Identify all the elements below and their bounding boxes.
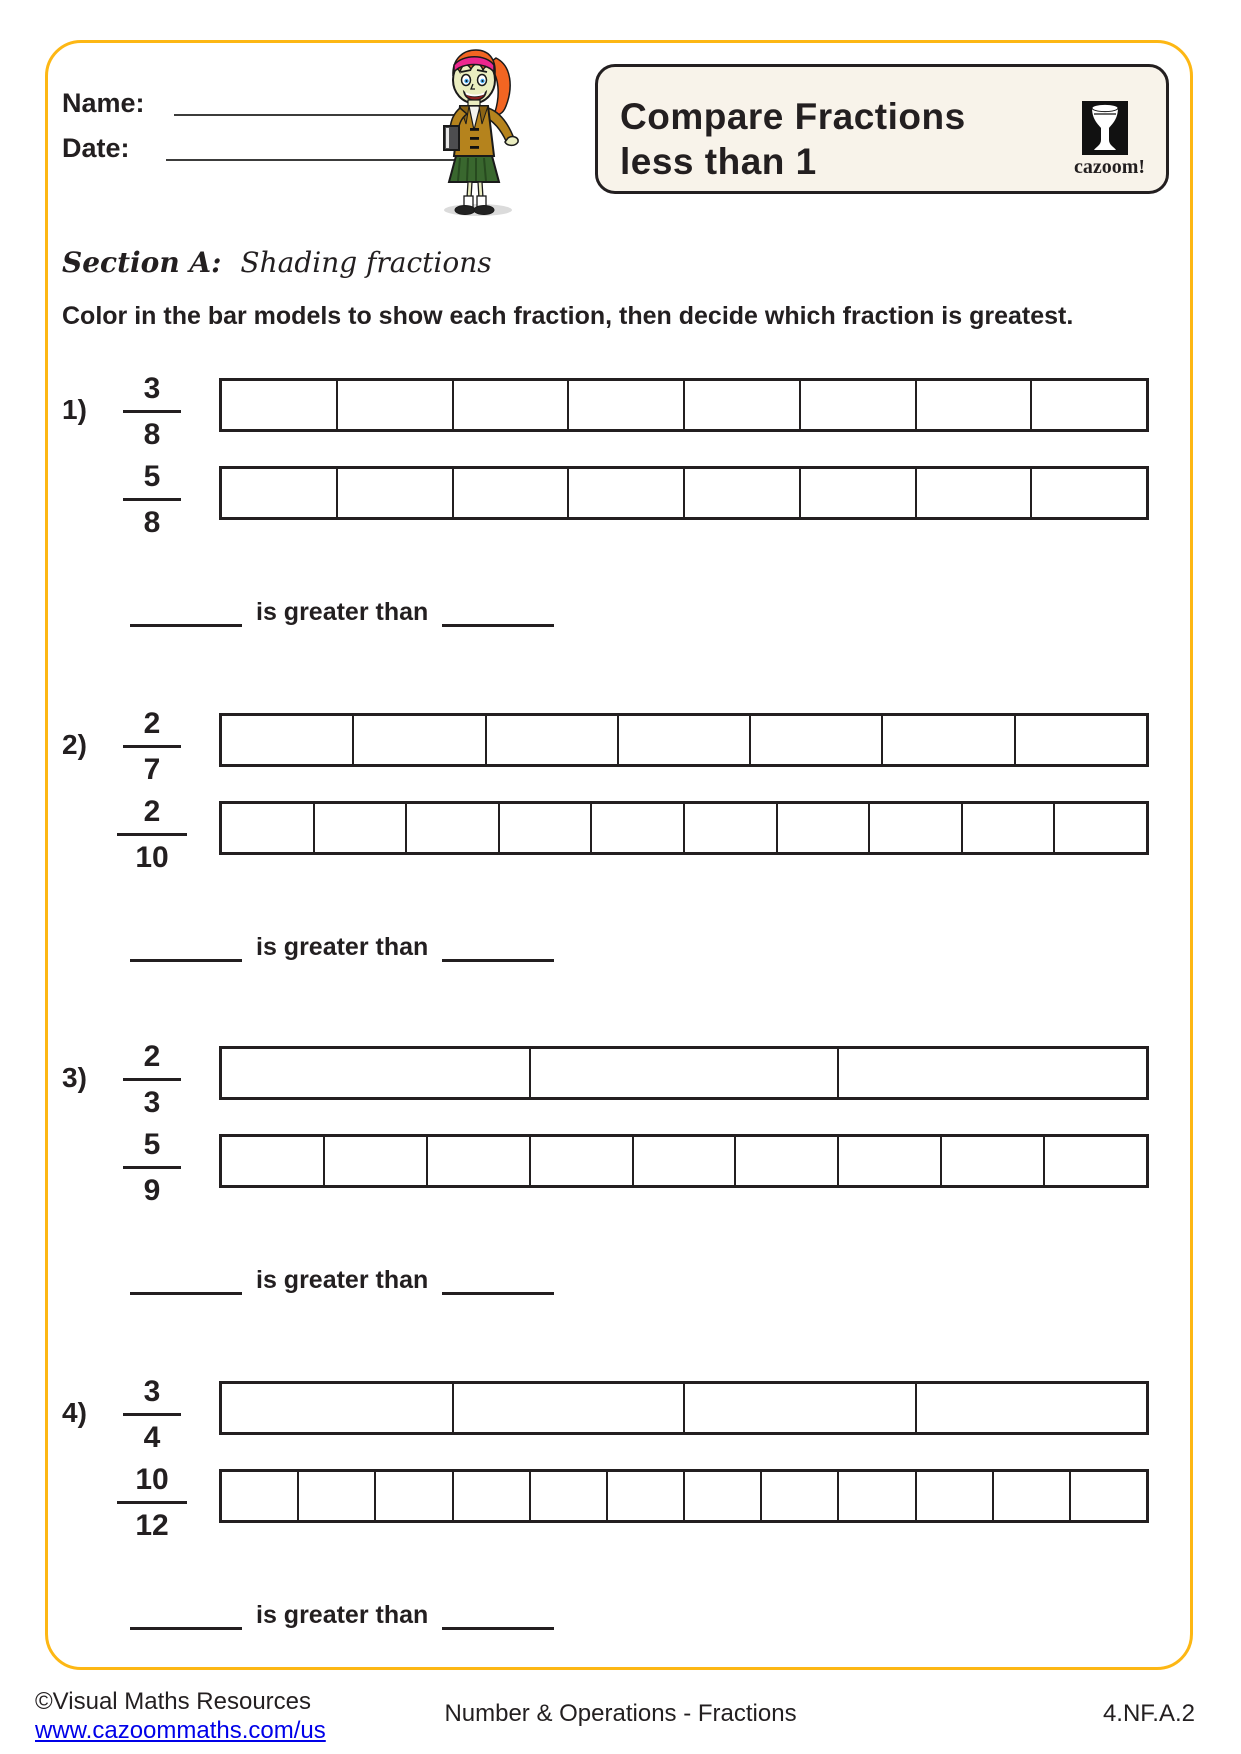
bar-cell[interactable]: [683, 804, 776, 852]
bar-cell[interactable]: [1069, 1472, 1146, 1520]
comparison-text: is greater than: [256, 1601, 429, 1629]
fraction-denominator: 10: [135, 841, 169, 874]
bar-cell[interactable]: [222, 1137, 323, 1185]
fraction-denominator: 4: [143, 1421, 161, 1454]
comparison-blank-left[interactable]: [130, 1264, 242, 1295]
problem-number: 2): [62, 729, 87, 760]
bar-cell[interactable]: [313, 804, 406, 852]
comparison-statement: [130, 1599, 554, 1630]
problem-3: [0, 1040, 1241, 1366]
bar-cell[interactable]: [498, 804, 591, 852]
fraction-numerator: 2: [143, 707, 161, 740]
problem-number: 3): [62, 1062, 87, 1093]
bar-model: [219, 466, 1149, 520]
comparison-statement: [130, 1264, 554, 1295]
bar-cell[interactable]: [452, 1384, 684, 1432]
bar-cell[interactable]: [837, 1049, 1146, 1097]
bar-cell[interactable]: [617, 716, 749, 764]
bar-cell[interactable]: [776, 804, 869, 852]
comparison-blank-right[interactable]: [442, 596, 554, 627]
bar-model: [219, 1381, 1149, 1435]
bar-cell[interactable]: [734, 1137, 837, 1185]
bar-cell[interactable]: [940, 1137, 1043, 1185]
website-link[interactable]: www.cazoommaths.com/us: [35, 1717, 326, 1744]
bar-model: [219, 713, 1149, 767]
fraction-denominator: 9: [143, 1174, 161, 1207]
fraction: [110, 709, 194, 785]
title-box: [595, 64, 1169, 194]
comparison-blank-left[interactable]: [130, 1599, 242, 1630]
bar-model: [219, 1134, 1149, 1188]
bar-cell[interactable]: [352, 716, 484, 764]
bar-cell[interactable]: [837, 1472, 914, 1520]
comparison-text: is greater than: [256, 598, 429, 626]
bar-cell[interactable]: [485, 716, 617, 764]
bar-cell[interactable]: [323, 1137, 426, 1185]
cazoom-logo: [1074, 101, 1146, 179]
fraction-numerator: 10: [135, 1463, 169, 1496]
fraction-denominator: 7: [143, 753, 161, 786]
bar-cell[interactable]: [799, 381, 915, 429]
fraction-numerator: 3: [143, 372, 161, 405]
fraction-denominator: 8: [143, 506, 161, 539]
bar-model: [219, 801, 1149, 855]
comparison-statement: [130, 596, 554, 627]
section-title: Shading fractions: [240, 246, 492, 279]
bar-cell[interactable]: [222, 469, 336, 517]
bar-cell[interactable]: [1053, 804, 1146, 852]
fraction: [110, 1465, 194, 1541]
footer-topic-text: Number & Operations - Fractions: [444, 1700, 797, 1727]
comparison-text: is greater than: [256, 933, 429, 961]
fraction-numerator: 3: [143, 1375, 161, 1408]
fraction-numerator: 2: [143, 795, 161, 828]
comparison-blank-left[interactable]: [130, 596, 242, 627]
bar-cell[interactable]: [632, 1137, 735, 1185]
bar-cell[interactable]: [426, 1137, 529, 1185]
fraction-denominator: 8: [143, 418, 161, 451]
fraction-numerator: 5: [143, 1128, 161, 1161]
bar-cell[interactable]: [336, 381, 452, 429]
bar-cell[interactable]: [1030, 381, 1146, 429]
bar-cell[interactable]: [915, 1384, 1147, 1432]
comparison-blank-right[interactable]: [442, 1264, 554, 1295]
bar-cell[interactable]: [606, 1472, 683, 1520]
fraction: [110, 1377, 194, 1453]
bar-cell[interactable]: [529, 1049, 838, 1097]
problem-2: [0, 707, 1241, 1033]
bar-cell[interactable]: [452, 469, 568, 517]
bar-cell[interactable]: [336, 469, 452, 517]
drum-icon: [1082, 101, 1128, 155]
problem-4: [0, 1375, 1241, 1701]
bar-cell[interactable]: [529, 1472, 606, 1520]
bar-cell[interactable]: [915, 1472, 992, 1520]
bar-cell[interactable]: [222, 716, 352, 764]
bar-cell[interactable]: [1014, 716, 1146, 764]
logo-wordmark: cazoom!: [1074, 156, 1146, 178]
student-girl-illustration: [420, 42, 532, 218]
title-line-1: Compare Fractions: [620, 96, 966, 137]
fraction-numerator: 2: [143, 1040, 161, 1073]
bar-cell[interactable]: [567, 381, 683, 429]
name-label: Name:: [62, 88, 145, 118]
copyright-text: ©Visual Maths Resources: [35, 1688, 312, 1715]
bar-cell[interactable]: [590, 804, 683, 852]
bar-model: [219, 1046, 1149, 1100]
bar-cell[interactable]: [799, 469, 915, 517]
fraction: [110, 1042, 194, 1118]
bar-cell[interactable]: [837, 1137, 940, 1185]
bar-cell[interactable]: [405, 804, 498, 852]
fraction: [110, 1130, 194, 1206]
bar-cell[interactable]: [683, 381, 799, 429]
standard-code: 4.NF.A.2: [1102, 1700, 1195, 1727]
bar-cell[interactable]: [749, 716, 881, 764]
bar-cell[interactable]: [915, 469, 1031, 517]
bar-cell[interactable]: [915, 381, 1031, 429]
bar-cell[interactable]: [452, 381, 568, 429]
fraction-denominator: 3: [143, 1086, 161, 1119]
comparison-statement: [130, 931, 554, 962]
bar-cell[interactable]: [881, 716, 1013, 764]
bar-cell[interactable]: [683, 1384, 915, 1432]
bar-cell[interactable]: [222, 1049, 529, 1097]
title-line-2: less than 1: [620, 141, 817, 183]
fraction: [110, 462, 194, 538]
bar-cell[interactable]: [222, 1472, 297, 1520]
bar-model: [219, 378, 1149, 432]
bar-cell[interactable]: [567, 469, 683, 517]
comparison-blank-right[interactable]: [442, 1599, 554, 1630]
bar-cell[interactable]: [1043, 1137, 1146, 1185]
bar-model: [219, 1469, 1149, 1523]
bar-cell[interactable]: [868, 804, 961, 852]
date-input-line[interactable]: [166, 133, 460, 161]
comparison-blank-right[interactable]: [442, 931, 554, 962]
fraction: [110, 374, 194, 450]
problem-1: [0, 372, 1241, 698]
problem-number: 1): [62, 394, 87, 425]
fraction-denominator: 12: [135, 1509, 169, 1542]
instruction-text: Color in the bar models to show each fraction, then decide which fraction is greatest.: [62, 302, 1074, 330]
comparison-blank-left[interactable]: [130, 931, 242, 962]
fraction: [110, 797, 194, 873]
bar-cell[interactable]: [760, 1472, 837, 1520]
bar-cell[interactable]: [222, 804, 313, 852]
section-heading: [62, 246, 492, 279]
bar-cell[interactable]: [222, 1384, 452, 1432]
bar-cell[interactable]: [992, 1472, 1069, 1520]
name-input-line[interactable]: [174, 88, 460, 116]
bar-cell[interactable]: [683, 469, 799, 517]
comparison-text: is greater than: [256, 1266, 429, 1294]
bar-cell[interactable]: [529, 1137, 632, 1185]
bar-cell[interactable]: [683, 1472, 760, 1520]
bar-cell[interactable]: [452, 1472, 529, 1520]
fraction-numerator: 5: [143, 460, 161, 493]
date-label: Date:: [62, 133, 130, 163]
bar-cell[interactable]: [297, 1472, 374, 1520]
bar-cell[interactable]: [961, 804, 1054, 852]
bar-cell[interactable]: [222, 381, 336, 429]
section-label: Section A:: [62, 246, 222, 279]
bar-cell[interactable]: [374, 1472, 451, 1520]
problem-number: 4): [62, 1397, 87, 1428]
bar-cell[interactable]: [1030, 469, 1146, 517]
